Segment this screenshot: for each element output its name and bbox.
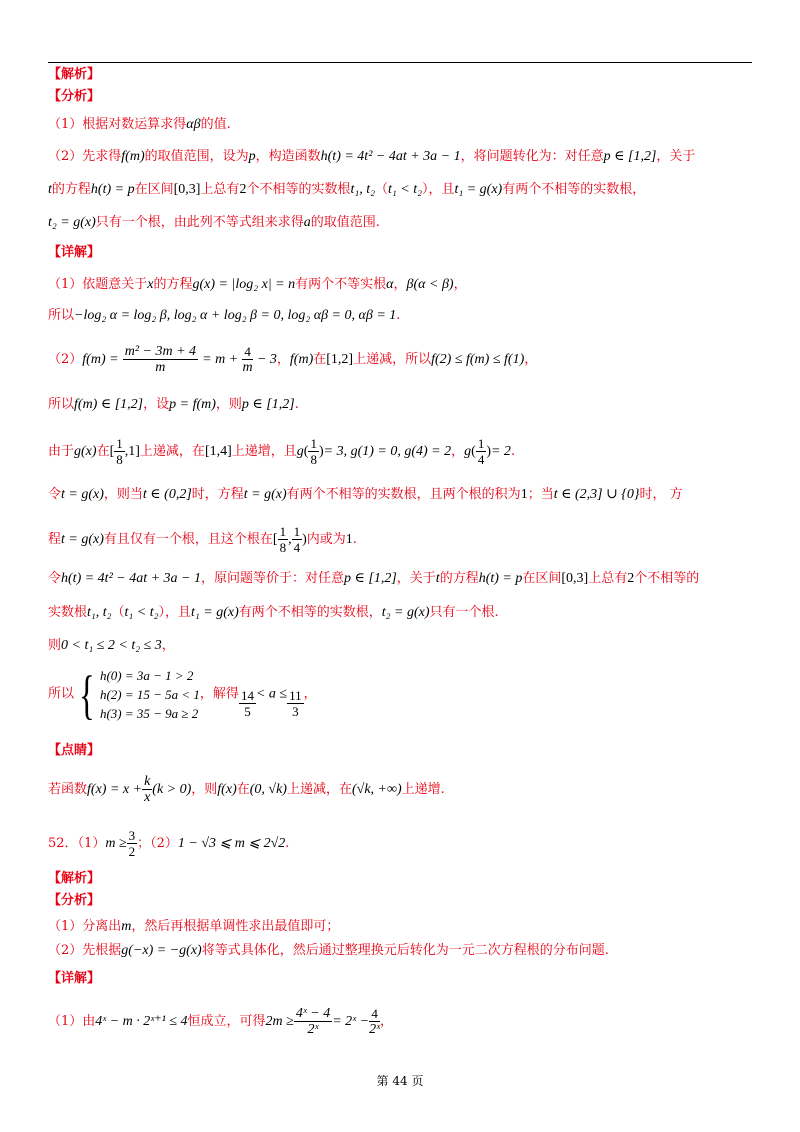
numerator: 11 bbox=[289, 688, 302, 703]
math: m bbox=[121, 919, 132, 934]
math: p ∈ [1,2] bbox=[603, 149, 657, 164]
denominator: 4 bbox=[293, 540, 301, 555]
math: ,1 bbox=[124, 444, 136, 459]
math: f(m) bbox=[289, 352, 314, 367]
denominator: 8 bbox=[279, 540, 287, 555]
text: 有两个不相等的实数根，且两个根的积为 bbox=[286, 487, 521, 502]
text: 上总有 bbox=[588, 571, 628, 586]
text: （2）先求得 bbox=[48, 149, 122, 164]
text: 个不相等的实数根 bbox=[246, 182, 351, 197]
text: ， bbox=[453, 277, 467, 292]
text: 令 bbox=[48, 571, 62, 586]
math: 1 bbox=[345, 532, 353, 547]
heading-xiangjie: 【详解】 bbox=[48, 245, 101, 260]
analysis-line-1 bbox=[48, 116, 231, 134]
denominator: 2ˣ bbox=[307, 1022, 319, 1037]
detail-line-1 bbox=[48, 276, 467, 294]
math: (√k, +∞) bbox=[352, 782, 402, 797]
math: , bbox=[288, 532, 292, 547]
text: ， bbox=[161, 638, 175, 653]
math: 1 bbox=[520, 487, 528, 502]
heading-jiexi: 【解析】 bbox=[48, 67, 101, 82]
detail-line-8 bbox=[48, 570, 699, 588]
text: 的取值范围. bbox=[310, 215, 380, 230]
text: 在区间 bbox=[134, 182, 174, 197]
text: 的取值范围，设为 bbox=[144, 149, 249, 164]
math: t bbox=[48, 182, 52, 197]
detail-line-10 bbox=[48, 637, 175, 655]
text: 上递减，所以 bbox=[353, 352, 432, 367]
math: αβ bbox=[186, 117, 201, 132]
text: 在 bbox=[236, 782, 250, 797]
math: < a ≤ bbox=[255, 686, 288, 702]
math: g(x) = |log₂ x| = n bbox=[192, 277, 296, 292]
math: −log₂ α = log₂ β, log₂ α + log₂ β = 0, log₂ αβ = 0, αβ = 1 bbox=[74, 308, 397, 323]
fraction bbox=[287, 688, 304, 719]
math: t bbox=[435, 571, 440, 586]
math: t₂ = g(x) bbox=[381, 605, 430, 620]
detail-line-3 bbox=[48, 344, 537, 375]
detail-line-11 bbox=[48, 666, 317, 723]
math: = 2 bbox=[490, 444, 511, 459]
text: ，然后再根据单调性求出最值即可； bbox=[131, 919, 340, 934]
detail-line-7: 程t = g(x)有且仅有一个根，且这个根在[ $\frac{1}{8}$ , $\frac{1}{4}$ )内或为1. bbox=[48, 524, 357, 555]
detail-line-2 bbox=[48, 307, 400, 325]
inequality: h(2) = 15 − 5a < 1 bbox=[99, 687, 200, 702]
math: 1 − √3 ⩽ m ⩽ 2√2 bbox=[177, 836, 286, 851]
text: 在 bbox=[96, 444, 110, 459]
fraction bbox=[278, 524, 289, 555]
text: 所以 bbox=[48, 686, 75, 702]
text: 恒成立，可得 bbox=[187, 1014, 266, 1029]
text: ，则当 bbox=[103, 487, 143, 502]
math: g(−x) = −g(x) bbox=[121, 943, 202, 958]
math: x bbox=[147, 277, 154, 292]
text: . bbox=[510, 444, 516, 459]
math: t₁ < t₂ bbox=[387, 182, 422, 197]
math: t = g(x) bbox=[61, 532, 104, 547]
text: ；（2） bbox=[137, 836, 178, 851]
text: （1）根据对数运算求得 bbox=[48, 117, 187, 132]
math: t ∈ (0,2] bbox=[142, 487, 192, 502]
text: ，设 bbox=[143, 397, 170, 412]
fraction bbox=[242, 344, 253, 375]
text: 的方程 bbox=[439, 571, 479, 586]
heading-dianjing: 【点睛】 bbox=[48, 743, 101, 758]
fraction bbox=[476, 436, 487, 467]
page-number: 第 44 页 bbox=[376, 1074, 424, 1088]
fraction bbox=[114, 436, 125, 467]
text: ， bbox=[524, 352, 538, 367]
numerator: m² − 3m + 4 bbox=[124, 344, 197, 359]
denominator: 2 bbox=[128, 844, 136, 859]
math: [0,3] bbox=[561, 571, 589, 586]
text: 的方程 bbox=[153, 277, 193, 292]
math: α bbox=[386, 277, 394, 292]
math: t ∈ (2,3] ∪ {0} bbox=[553, 487, 640, 502]
denominator: 2ˣ bbox=[369, 1022, 381, 1037]
text: ，则 bbox=[191, 782, 218, 797]
text: ，解得 bbox=[199, 686, 239, 702]
math: = 2ˣ − bbox=[332, 1014, 370, 1029]
detail-52-line-1 bbox=[48, 1006, 393, 1037]
numerator: 3 bbox=[128, 828, 136, 843]
analysis-line-3 bbox=[48, 181, 645, 199]
text: 有两个不等实根 bbox=[295, 277, 387, 292]
math: t₁, t₂ bbox=[350, 182, 375, 197]
text: 时， 方 bbox=[639, 487, 683, 502]
text: 上递增，且 bbox=[231, 444, 297, 459]
analysis-52-line-1 bbox=[48, 918, 339, 936]
text: 令 bbox=[48, 487, 62, 502]
text: 所以 bbox=[48, 308, 75, 323]
text: ，原问题等价于：对任意 bbox=[201, 571, 345, 586]
text: 的方程 bbox=[51, 182, 91, 197]
math: a bbox=[303, 215, 311, 230]
text: . bbox=[285, 836, 290, 851]
text: 上递减，在 bbox=[139, 444, 205, 459]
fraction bbox=[294, 1006, 332, 1037]
numerator: 4 bbox=[369, 1006, 380, 1022]
denominator: m bbox=[242, 360, 253, 375]
denominator: 5 bbox=[244, 704, 251, 719]
heading-jiexi-52: 【解析】 bbox=[48, 871, 101, 886]
text: （1）依题意关于 bbox=[48, 277, 148, 292]
text: . bbox=[294, 397, 299, 412]
math: f(x) bbox=[217, 782, 237, 797]
numerator: 1 bbox=[310, 436, 317, 451]
text: 上总有 bbox=[200, 182, 240, 197]
text: ，关于 bbox=[396, 571, 436, 586]
math: h(t) = 4t² − 4at + 3a − 1 bbox=[320, 149, 461, 164]
text: 52．（1） bbox=[48, 836, 106, 851]
math: (0, √k) bbox=[249, 782, 287, 797]
math: t₁ = g(x) bbox=[454, 182, 503, 197]
text: （1）分离出 bbox=[48, 919, 122, 934]
numerator: 1 bbox=[116, 436, 123, 451]
text: ， bbox=[380, 1014, 394, 1029]
text: ，构造函数 bbox=[255, 149, 321, 164]
math: t = g(x) bbox=[61, 487, 104, 502]
numerator: 14 bbox=[240, 688, 254, 703]
text: （ bbox=[374, 182, 388, 197]
denominator: m bbox=[155, 360, 166, 375]
text: ；当 bbox=[527, 487, 554, 502]
text: ），且 bbox=[421, 182, 455, 197]
inequality: h(3) = 35 − 9a ≥ 2 bbox=[99, 706, 199, 721]
math: [0,3] bbox=[173, 182, 201, 197]
math: t₁ < t₂ bbox=[124, 605, 159, 620]
analysis-line-2 bbox=[48, 148, 695, 166]
math: f(m) ∈ [1,2] bbox=[74, 397, 144, 412]
text: ），且 bbox=[158, 605, 192, 620]
math: 2 bbox=[239, 182, 247, 197]
text: ， bbox=[393, 277, 407, 292]
fraction bbox=[369, 1006, 380, 1037]
numerator: 1 bbox=[477, 436, 485, 451]
math: h(t) = 4t² − 4at + 3a − 1 bbox=[61, 571, 201, 586]
math: t₂ = g(x) bbox=[48, 215, 96, 230]
math: f(m) = bbox=[82, 352, 119, 367]
fraction bbox=[239, 688, 256, 719]
math: = 3, g(1) = 0, g(4) = 2 bbox=[323, 444, 452, 459]
heading-fenxi: 【分析】 bbox=[48, 89, 101, 104]
numerator: 1 bbox=[279, 524, 287, 539]
text: 所以 bbox=[48, 397, 75, 412]
math: g bbox=[464, 444, 472, 459]
detail-line-4 bbox=[48, 396, 299, 414]
text: 程 bbox=[48, 532, 62, 547]
math: = m + bbox=[202, 352, 239, 367]
heading-xiangjie-52: 【详解】 bbox=[48, 971, 101, 986]
math: h(t) = p bbox=[90, 182, 135, 197]
math: m ≥ bbox=[105, 836, 127, 851]
math: 4ˣ − m · 2ˣ⁺¹ ≤ 4 bbox=[95, 1014, 188, 1029]
math: 2 bbox=[627, 571, 635, 586]
inequality-system bbox=[100, 666, 200, 723]
text: 在区间 bbox=[522, 571, 562, 586]
math: f(2) ≤ f(m) ≤ f(1) bbox=[431, 352, 525, 367]
detail-line-6 bbox=[48, 486, 683, 504]
answer-52 bbox=[48, 828, 289, 859]
text: 时，方程 bbox=[191, 487, 244, 502]
math: [1,4] bbox=[204, 444, 232, 459]
text: （2）先根据 bbox=[48, 943, 122, 958]
text: . bbox=[352, 532, 357, 547]
text: （2） bbox=[48, 352, 83, 367]
text: 若函数 bbox=[48, 782, 88, 797]
text: 上递增. bbox=[401, 782, 445, 797]
math: g(x) bbox=[74, 444, 97, 459]
text: ， bbox=[303, 686, 317, 702]
math: p = f(m) bbox=[169, 397, 216, 412]
text: 有且仅有一个根，且这个根在 bbox=[103, 532, 273, 547]
text: 有两个不相等的实数根， bbox=[238, 605, 382, 620]
denominator: 8 bbox=[310, 452, 317, 467]
math: t₁ = g(x) bbox=[191, 605, 239, 620]
math: 2m ≥ bbox=[265, 1014, 294, 1029]
math: g bbox=[296, 444, 304, 459]
text: 则 bbox=[48, 638, 62, 653]
heading-fenxi-52: 【分析】 bbox=[48, 893, 101, 908]
numerator: 4ˣ − 4 bbox=[295, 1006, 331, 1021]
analysis-52-line-2 bbox=[48, 942, 609, 960]
fraction bbox=[127, 828, 138, 859]
math: 0 < t₁ ≤ 2 < t₂ ≤ 3 bbox=[61, 638, 162, 653]
text: 由于 bbox=[48, 444, 75, 459]
text: 内或为 bbox=[306, 532, 346, 547]
text: ，则 bbox=[215, 397, 242, 412]
text: . bbox=[396, 308, 401, 323]
text: ，关于 bbox=[656, 149, 696, 164]
numerator: k bbox=[144, 774, 151, 789]
text: 有两个不相等的实数根， bbox=[502, 182, 646, 197]
math: h(t) = p bbox=[478, 571, 523, 586]
denominator: 8 bbox=[116, 452, 123, 467]
denominator: x bbox=[144, 790, 151, 805]
numerator: 1 bbox=[293, 524, 301, 539]
math: p bbox=[248, 149, 256, 164]
math: [1,2] bbox=[326, 352, 354, 367]
text: 实数根 bbox=[48, 605, 88, 620]
math: β(α < β) bbox=[406, 277, 454, 292]
text: （ bbox=[111, 605, 125, 620]
text: 将等式具体化，然后通过整理换元后转化为一元二次方程根的分布问题. bbox=[201, 943, 609, 958]
math: f(x) = x + bbox=[87, 782, 143, 797]
text: 在 bbox=[313, 352, 327, 367]
fraction bbox=[292, 524, 303, 555]
dianjing-line bbox=[48, 774, 445, 805]
text: 上递减，在 bbox=[286, 782, 352, 797]
left-brace: { bbox=[79, 664, 95, 725]
math: (k > 0) bbox=[152, 782, 192, 797]
text: ，将问题转化为：对任意 bbox=[460, 149, 604, 164]
text: ， bbox=[276, 352, 290, 367]
fraction bbox=[123, 344, 198, 375]
text: （1）由 bbox=[48, 1014, 96, 1029]
text: 只有一个根，由此列不等式组来求得 bbox=[95, 215, 304, 230]
header-rule bbox=[48, 62, 752, 63]
math: t = g(x) bbox=[243, 487, 287, 502]
math: p ∈ [1,2] bbox=[344, 571, 397, 586]
math: p ∈ [1,2] bbox=[241, 397, 295, 412]
math: t₁, t₂ bbox=[87, 605, 112, 620]
text: 只有一个根. bbox=[429, 605, 499, 620]
analysis-line-4 bbox=[48, 214, 380, 232]
fraction bbox=[142, 774, 152, 805]
text: 个不相等的 bbox=[634, 571, 700, 586]
detail-line-9 bbox=[48, 604, 499, 622]
text: 的值. bbox=[200, 117, 231, 132]
inequality: h(0) = 3a − 1 > 2 bbox=[99, 668, 194, 683]
math: f(m) bbox=[121, 149, 145, 164]
denominator: 3 bbox=[292, 704, 299, 719]
math: − 3 bbox=[256, 352, 277, 367]
numerator: 4 bbox=[244, 344, 251, 359]
text: ， bbox=[451, 444, 465, 459]
fraction bbox=[308, 436, 319, 467]
denominator: 4 bbox=[477, 452, 485, 467]
detail-line-5: 由于g(x)在[ $\frac{1}{8}$ ,1]上递减，在[1,4]上递增，且g( $\frac{1}{8}$ )= 3, g(1) = 0, g(4) = 2，g( $\frac{1}{4}$ )= 2. bbox=[48, 436, 516, 467]
